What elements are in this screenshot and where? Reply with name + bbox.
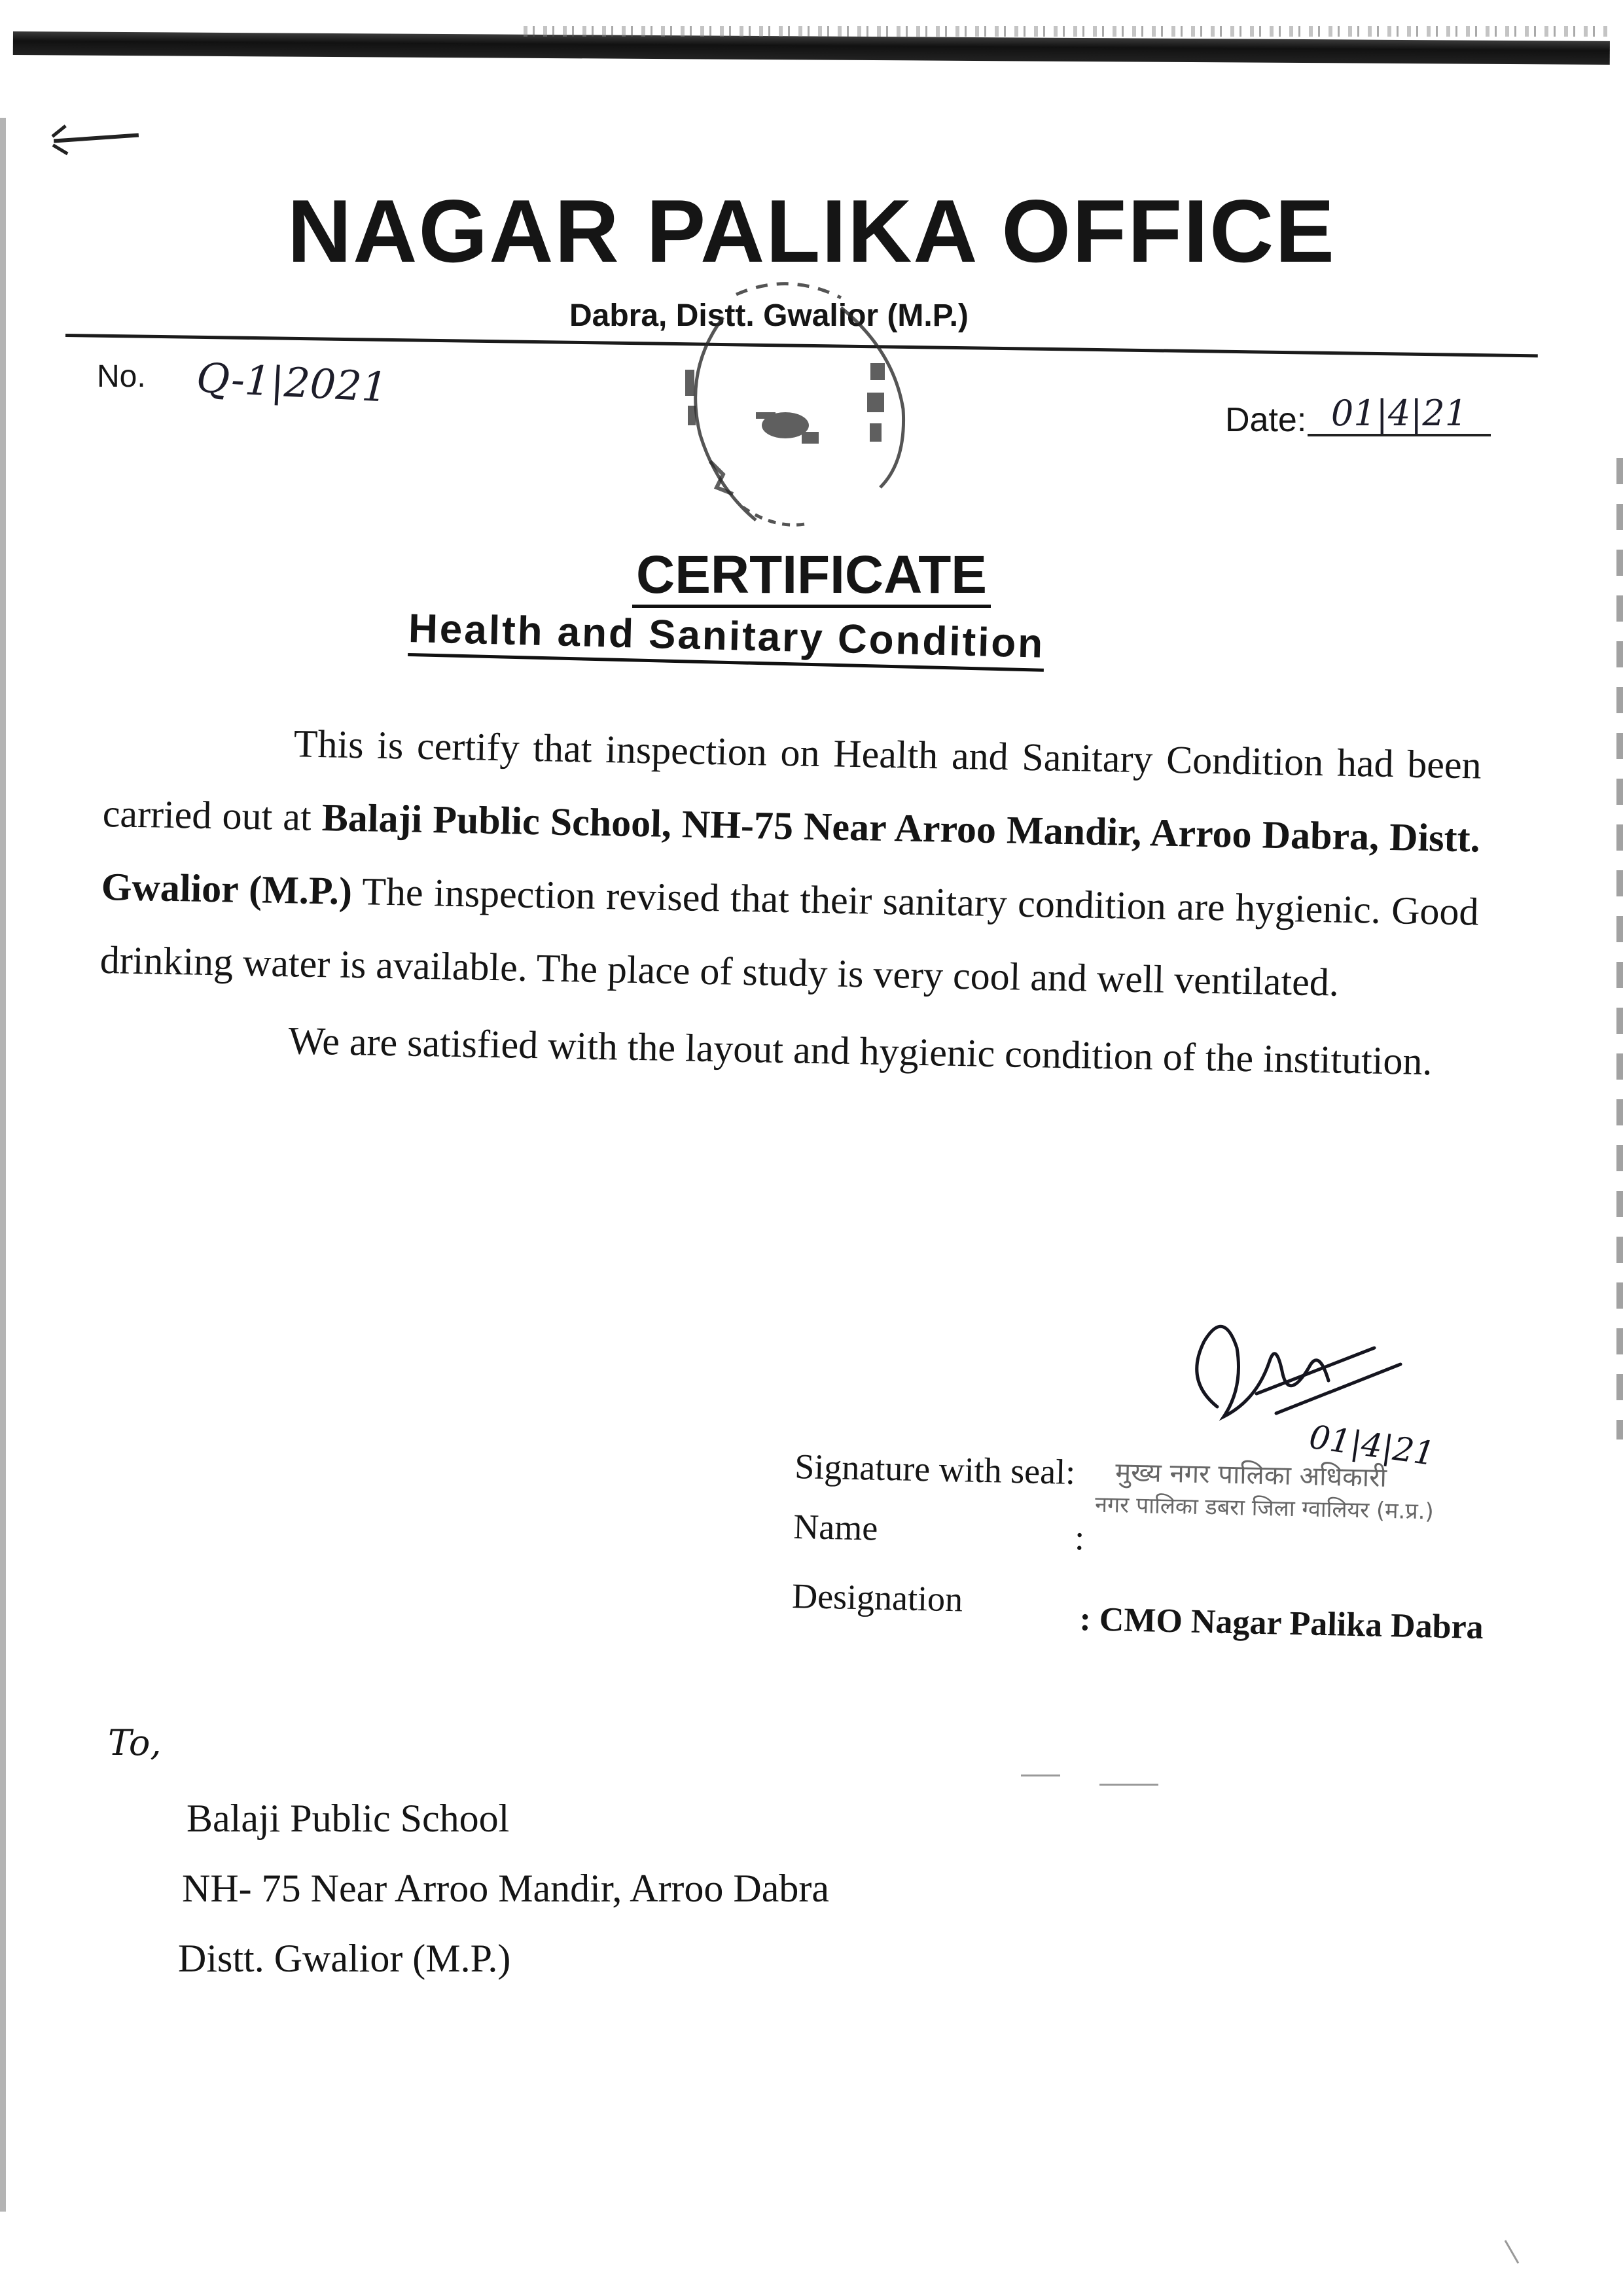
signature-date-handwritten: 01|4|21 [1306, 1417, 1437, 1474]
office-name: NAGAR PALIKA OFFICE [287, 181, 1336, 281]
paragraph2-text: We are satisfied with the layout and hygienic condition of the institution. [288, 1019, 1433, 1084]
seal-stamp-line-2: नगर पालिका डबरा जिला ग्वालियर (म.प्र.) [1094, 1491, 1435, 1525]
name-colon: : [1074, 1517, 1085, 1558]
paragraph1-lead: This is certify that inspection on Health and Sanitary Condition had been carried out at [102, 722, 1482, 839]
date-value-handwritten: 01|4|21 [1308, 393, 1491, 436]
body-paragraph-1 [99, 703, 1482, 1021]
certificate-subtitle: Health and Sanitary Condition [408, 605, 1045, 672]
paragraph1-tail: The inspection revised that their sanitary condition are hygienic. Good drinking water is available. The place of study is very cool and well ventilated. [99, 869, 1480, 1004]
reference-number-handwritten: Q-1|2021 [195, 353, 389, 412]
pen-arrow-mark [54, 133, 139, 143]
certificate-title [0, 544, 1623, 606]
paragraph1-school-address: Balaji Public School, NH-75 Near Arroo Mandir, Arroo Dabra, Distt. Gwalior (M.P.) [101, 796, 1481, 913]
office-seal-stamp [645, 272, 939, 546]
addressee-line-1: Balaji Public School [187, 1797, 510, 1840]
date-label: Date: [1225, 401, 1307, 439]
office-address: Dabra, Distt. Gwalior (M.P.) [569, 298, 969, 333]
certificate-body [98, 703, 1482, 1099]
addressee-line-3: Distt. Gwalior (M.P.) [178, 1937, 511, 1980]
reference-label: No. [97, 359, 146, 394]
scan-edge-left [0, 118, 6, 2212]
scan-noise [524, 26, 1610, 37]
designation-label: Designation [791, 1576, 963, 1619]
name-label: Name [793, 1506, 878, 1548]
designation-value: : CMO Nagar Palika Dabra [1079, 1600, 1484, 1647]
stray-mark [1021, 1775, 1060, 1776]
seal-stamp-line-1: मुख्य नगर पालिका अधिकारी [1115, 1457, 1387, 1493]
stray-mark [1505, 2240, 1520, 2263]
certificate-title-text: CERTIFICATE [632, 545, 991, 608]
addressee-line-2: NH- 75 Near Arroo Mandir, Arroo Dabra [182, 1867, 829, 1910]
signature-label: Signature with seal: [794, 1446, 1076, 1492]
signature-block [790, 1446, 1514, 1697]
stray-mark [1099, 1784, 1158, 1786]
addressee-to-label: To, [108, 1722, 162, 1763]
